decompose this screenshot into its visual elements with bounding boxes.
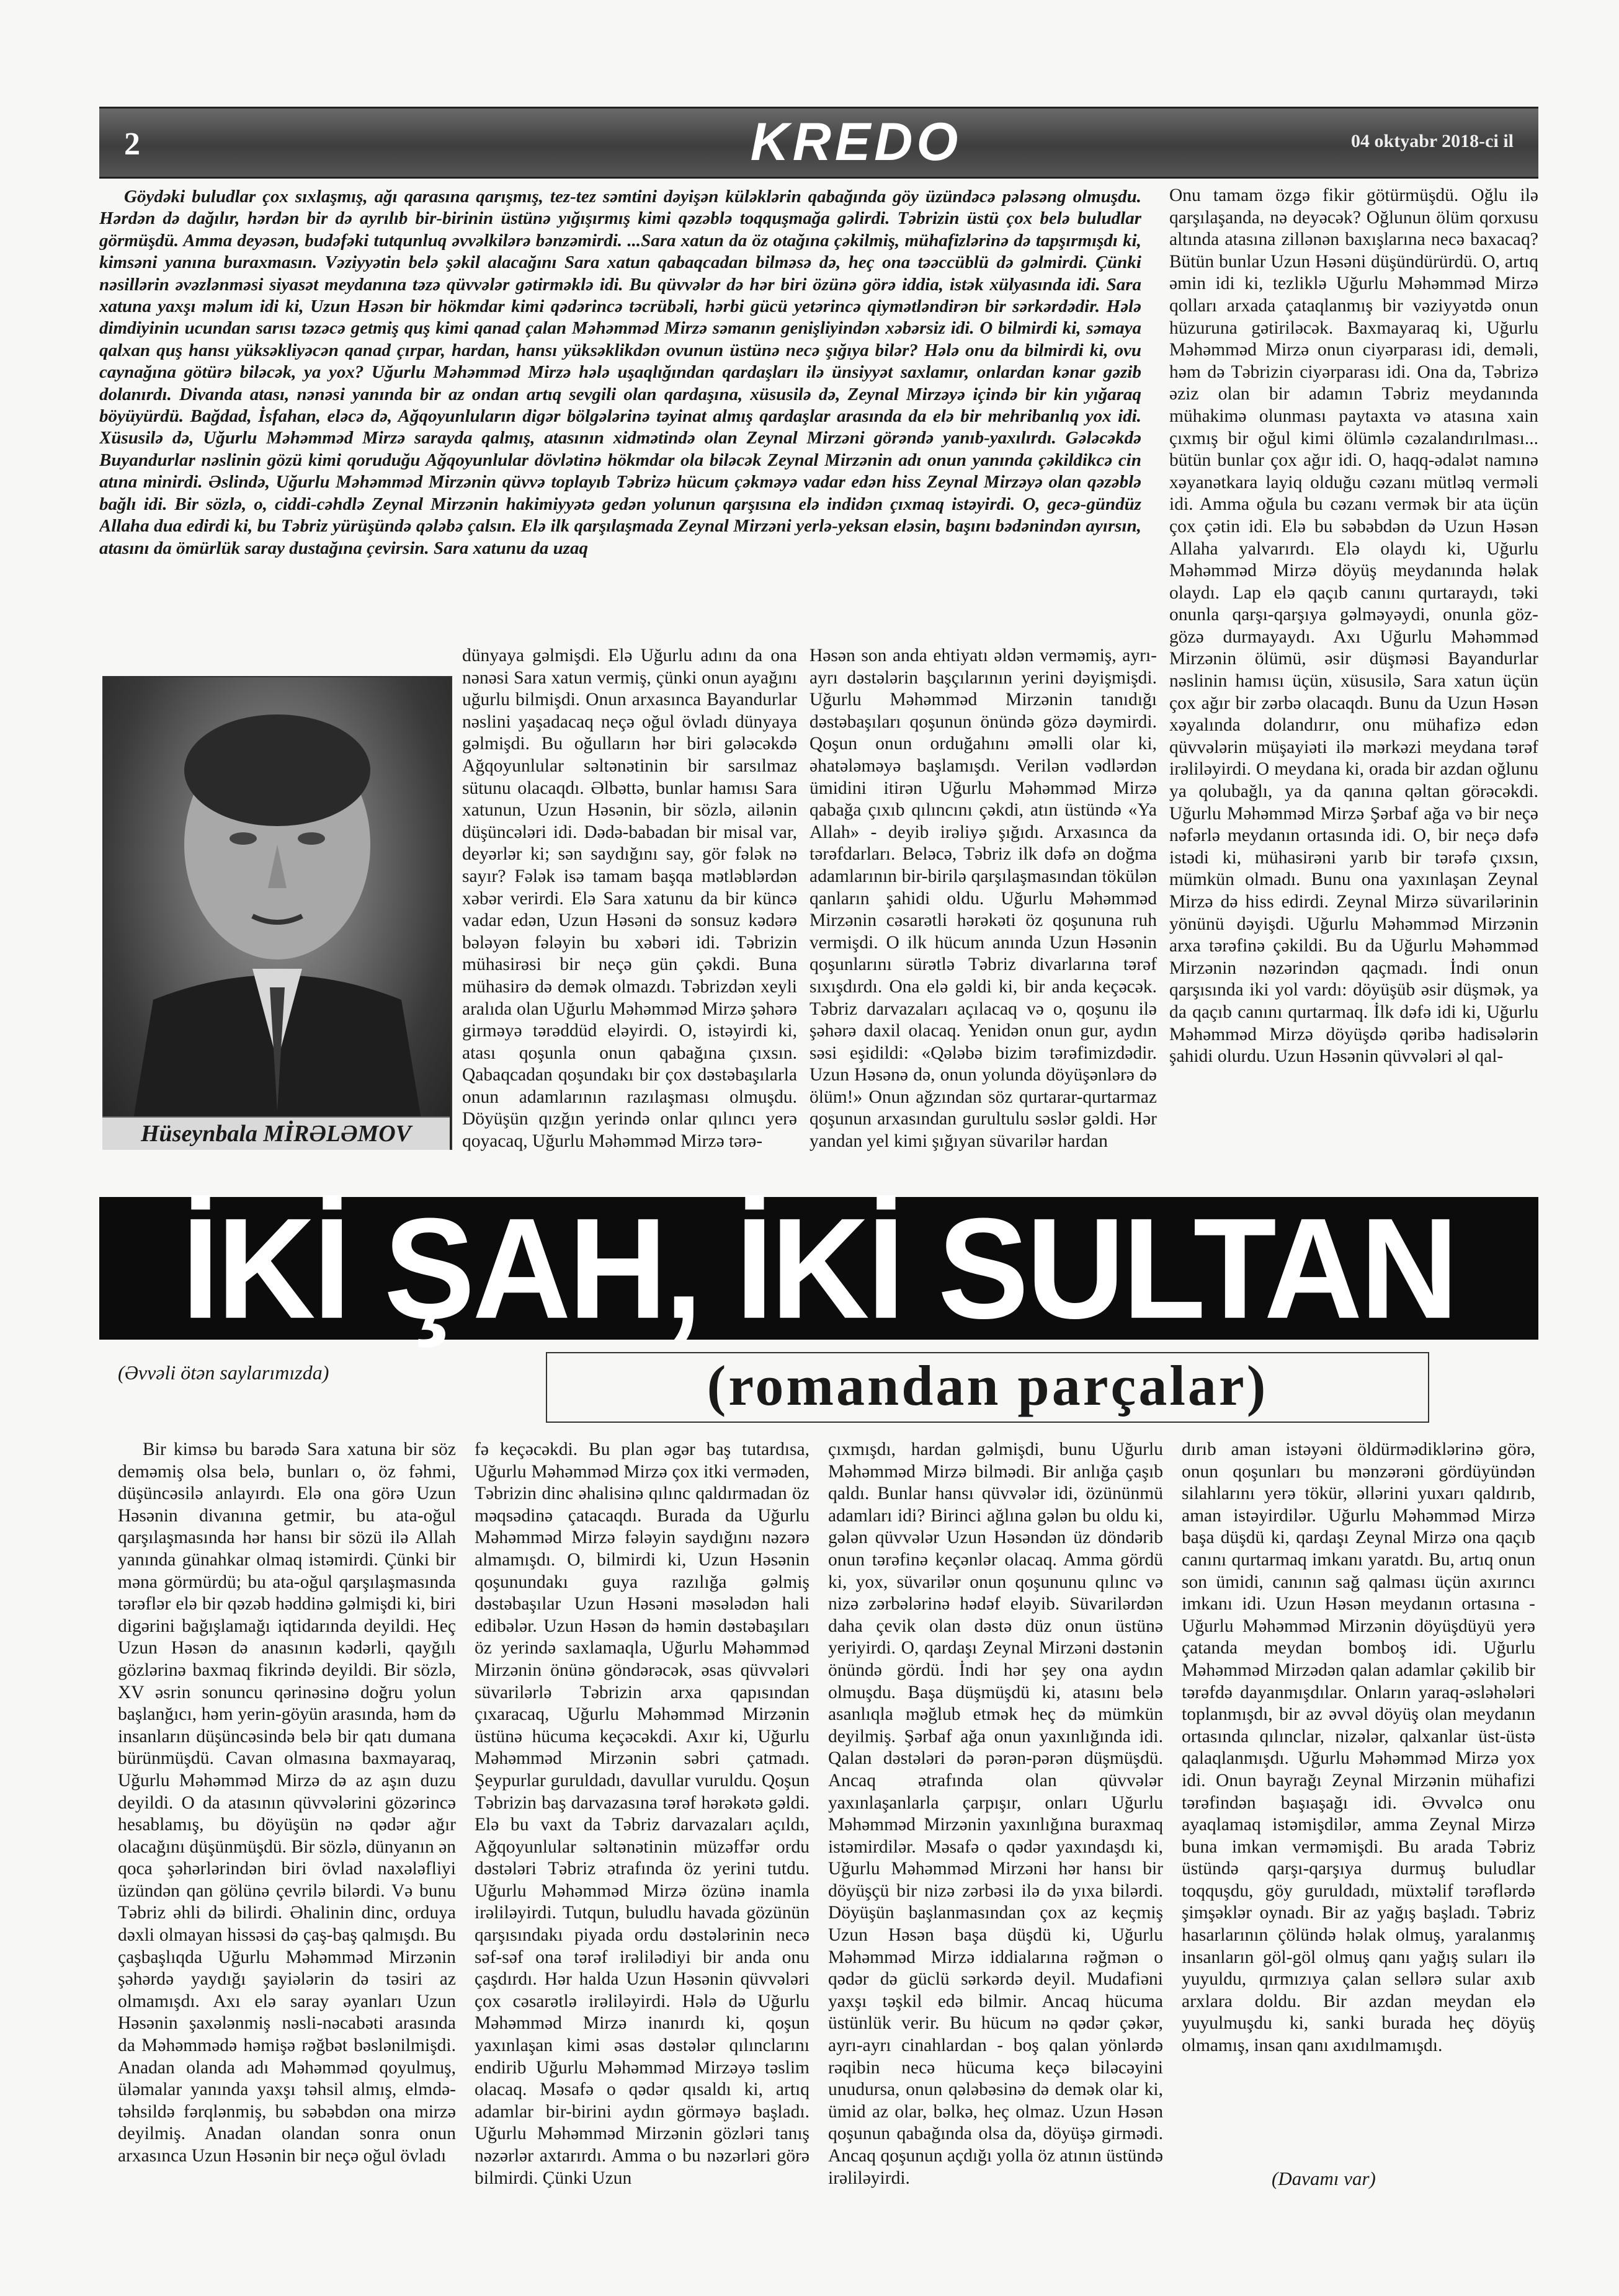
headline-bar — [99, 1188, 1538, 1349]
upper-column-2-paragraph: Həsən son anda ehtiyatı əldən verməmiş, ayrı-ayrı dəstələrin başçılarının yerini dəyişmişdi. Uğurlu Məhəmməd Mirzənin tanıdığı dəstəbaşıları qoşunun önündə gözə dəymirdi. Qoşun onun orduğahını əməlli olar ki, əhatələməyə başlamışdı. Verilən vədlərdən ümidini itirən Uğurlu Məhəmməd Mirzə qabağa çıxıb qılıncını çəkdi, atın üstündə «Ya Allah» - deyib irəliyə şığıdı. Arxasınca da tərəfdarları. Beləcə, Təbriz ilk dəfə ən doğma adamlarının bir-birilə qarşılaşmasından tökülən qanların şahidi oldu. Uğurlu Məhəmməd Mirzənin cəsarətli hərəkəti öz qoşununa ruh vermişdi. O ilk hücum anında Uzun Həsənin qoşunlarını sürətlə Təbriz divarlarına tərəf sıxışdırdı. Ona elə gəldi ki, bir anda keçəcək. Təbriz darvazaları açılacaq və o, qoşunu ilə şəhərə daxil olacaq. Yenidən onun gur, aydın səsi eşidildi: «Qələbə bizim tərəfimizdədir. Uzun Həsənə də, onun yolunda döyüşənlərə də ölüm!» Onun ağzından söz qurtarar-qurtarmaz qoşunun arxasından gurultulu səslər gəldi. Hər yandan yel kimi şığıyan süvarilər hardan — [810, 646, 1157, 1152]
author-photo — [102, 676, 452, 1150]
upper-column-1-paragraph: dünyaya gəlmişdi. Elə Uğurlu adını da ona nənəsi Sara xatun vermiş, çünki onun ayağını uğurlu bilmişdi. Onun arxasınca Bayandurlar nəslini yaşadacaq neçə oğul övladı dünyaya gəlmişdi. Bu oğulların hər biri gələcəkdə Ağqoyunlular səltənətinin bir sarsılmaz sütunu olacaqdı. Əlbəttə, bunlar hamısı Sara xatunun, Uzun Həsənin, bir sözlə, ailənin düşüncələri idi. Dədə-babadan bir misal var, deyərlər ki; sən saydığını say, gör fələk nə sayır? Fələk isə tamam başqa mətləblərdən xəbər verirdi. Elə Sara xatunu da bir küncə vadar edən, Uzun Həsəni də sonsuz kədərə bələyən fələyin bu xəbəri idi. Təbrizin mühasirəsi bir neçə gün çəkdi. Buna mühasirə də demək olmazdı. Təbrizdən xeyli aralıda olan Uğurlu Məhəmməd Mirzə şəhərə girməyə tərəddüd eləyirdi. O, istəyirdi ki, atası qoşunla onun qabağına çıxsın. Qabaqcadan qoşundakı bir çox dəstəbaşılarla onun adamlarının razılaşması olmuşdu. Döyüşün qızğın yerində onlar qılıncı yerə qoyacaq, Uğurlu Məhəmməd Mirzə tərə- — [462, 646, 797, 1152]
author-name: Hüseynbala MİRƏLƏMOV — [102, 1116, 450, 1150]
upper-column-2 — [810, 645, 1157, 1166]
headline: İKİ ŞAH, İKİ SULTAN — [181, 1188, 1456, 1349]
subtitle: (romandan parçalar) — [546, 1352, 1429, 1423]
bottom-column-4-paragraph: dırıb aman istəyəni öldürmədiklərinə görə, onun qoşunları bu mənzərəni gördüyündən silahlarını yerə tökür, əllərini yuxarı qaldırıb, aman istəyirdilər. Uğurlu Məhəmməd Mirzə başa düşdü ki, qardaşı Zeynal Mirzə ona qaçıb canını qurtarmaq imkanı yaratdı. Bu, artıq onun son ümidi, canının sağ qalması üçün axırıncı imkanı idi. Uzun Həsən meydanın ortasına - Uğurlu Məhəmməd Mirzənin döyüşdüyü yerə çatanda meydan bomboş idi. Uğurlu Məhəmməd Mirzədən qalan adamlar çəkilib bir tərəfdə dayanmışdılar. Onların yaraq-əsləhələri toplanmışdı, bir az əvvəl döyüş olan meydanın ortasında qılınclar, nizələr, qalxanlar üst-üstə qalaqlanmışdı. Uğurlu Məhəmməd Mirzə yox idi. Onun bayrağı Zeynal Mirzənin mühafizi tərəfindən başıaşağı idi. Əvvəlcə onu ayaqlamaq istəmişdilər, amma Zeynal Mirzə buna imkan verməmişdi. Bu arada Təbriz üstündə qarşı-qarşıya durmuş buludlar toqquşdu, göy guruldadı, müxtəlif tərəflərdə şimşəklər oynadı. Bir az yağış başladı. Təbriz hasarlarının çölündə həlak olmuş, yaralanmış insanların göl-göl olmuş qanı yağış suları ilə yuyuldu, qırmızıya çalan sellərə sular axıb arxlara doldu. Bir azdan meydan elə yuyulmuşdu ki, sanki burada heç döyüş olmamış, insan qanı axıdılmamışdı. — [1182, 1439, 1535, 2056]
bottom-column-1-paragraph: Bir kimsə bu barədə Sara xatuna bir söz deməmiş olsa belə, bunları o, öz fəhmi, düşüncəsilə anlayırdı. Elə ona görə Uzun Həsənin divanına getmir, bu ata-oğul qarşılaşmasında hər hansı bir sözü ilə Allah yanında günahkar olmaq istəmirdi. Çünki bir məna görmürdü; bu ata-oğul qarşılaşmasında tərəflər elə bir qəzəb həddinə gəlmişdi ki, biri digərini bağışlamağı iqtidarında deyildi. Heç Uzun Həsən də anasının kədərli, qayğılı gözlərinə baxmaq fikrində deyildi. Bir sözlə, XV əsrin sonuncu qərinəsinə doğru yolun başlanğıcı, həm yerin-göyün arasında, həm də insanların düşüncəsində belə bir qatı dumana bürünmüşdü. Cavan olmasına baxmayaraq, Uğurlu Məhəmməd Mirzə də az aşın duzu deyildi. O da atasının qüvvələrini gözərincə hesablamış, bu döyüşün nə qədər ağır olacağını düşünmüşdü. Bir sözlə, dünyanın ən qoca şəhərlərindən biri övlad naxələfliyi üzündən qan gölünə çevrilə bilərdi. Və bunu Təbriz əhli də bilirdi. Əhalinin dinc, orduya dəxli olmayan hissəsi də çaş-baş qalmışdı. Bu çaşbaşlıqda Uğurlu Məhəmməd Mirzənin şəhərdə yaydığı şayiələrin də təsiri az olmamışdı. Axı elə saray əyanları Uzun Həsənin şaxələnmiş nəsli-nəcabəti arasında da Məhəmmədə həmişə rəğbət bəslənilmişdi. Anadan olanda adı Məhəmməd qoyulmuş, üləmalar yanında yaxşı təhsil almış, elmdə-təhsildə fərqlənmiş, bu səbəbdən ona mirzə deyilmiş. Anadan olandan sonra onun arxasınca Uzun Həsənin bir neçə oğul övladı — [118, 1439, 456, 2166]
masthead-logo: KREDO — [750, 112, 962, 172]
bottom-column-3-paragraph: çıxmışdı, hardan gəlmişdi, bunu Uğurlu Məhəmməd Mirzə bilmədi. Bir anlığa çaşıb qaldı. Bunlar hansı qüvvələr idi, özününmü adamları idi? Birinci ağlına gələn bu oldu ki, gələn qüvvələr Uzun Həsəndən üz döndərib onun tərəfinə keçənlər olacaq. Amma gördü ki, yox, süvarilər onun qoşununu qılınc və nizə zərbələrinə hədəf eləyib. Süvarilərdən daha çevik olan dəstə düz onun üstünə yeriyirdi. O, qardaşı Zeynal Mirzəni dəstənin önündə gördü. İndi hər şey ona aydın olmuşdu. Başa düşmüşdü ki, atasını belə asanlıqla məğlub etmək heç də mümkün deyilmiş. Şərbaf ağa onun yaxınlığında idi. Qalan dəstələri də pərən-pərən düşmüşdü. Ancaq ətrafında olan qüvvələr yaxınlaşanlarla çarpışır, onları Uğurlu Məhəmməd Mirzənin yaxınlığına buraxmaq istəmirdilər. Məsafə o qədər yaxındaşdı ki, Uğurlu Məhəmməd Mirzəni hər hansı bir döyüşçü bir nizə zərbəsi ilə də yıxa bilərdi. Döyüşün başlanmasından çox az keçmiş Uzun Həsən başa düşdü ki, Uğurlu Məhəmməd Mirzə iddialarına rəğmən o qədər də güclü sərkərdə deyil. Mudafiəni yaxşı təşkil edə bilmir. Ancaq hücuma üstünlük verir. Bu hücum nə qədər çəkər, ayrı-ayrı cinahlardan - boş qalan yönlərdə rəqibin necə hücuma keçə biləcəyini unudursa, onun qələbəsinə də demək olar ki, ümid az olar, bəlkə, heç olmaz. Uzun Həsən qoşunun qabağında olsa da, döyüşə girmədi. Ancaq qoşunun açdığı yolla öz atının üstündə irəliləyirdi. — [828, 1439, 1163, 2188]
bottom-column-1 — [118, 1439, 456, 2208]
right-sidebar-paragraph: Onu tamam özgə fikir götürmüşdü. Oğlu ilə qarşılaşanda, nə deyəcək? Oğlunun ölüm qorxusu altında atasına zillənən baxışlarına necə baxacaq? Bütün bunlar Uzun Həsəni düşündürürdü. O, artıq əmin idi ki, tezliklə Uğurlu Məhəmməd Mirzə qolları arxada çataqlanmış bir vəziyyətdə onun hüzuruna gətiriləcək. Baxmayaraq ki, Uğurlu Məhəmməd Mirzə onun ciyərparası idi, deməli, həm də Təbrizin ciyərparası idi. Ona da, Təbrizə əziz olan bir adamın Təbriz meydanında mühakimə olunması paytaxta və atasına xain çıxmış bir oğul kimi ölümlə cəzalandırılması... bütün bunlar çox ağır idi. O, haqq-ədalət namınə xəyanətkara layiq olduğu cəzanı mütləq verməli idi. Amma oğula bu cəzanı vermək bir ata üçün çox çətin idi. Elə bu səbəbdən də Uzun Həsən Allaha yalvarırdı. Elə olaydı ki, Uğurlu Məhəmməd Mirzə döyüş meydanında həlak olaydı. Lap elə qaçıb canını qurtaraydı, təki onunla qarşı-qarşıya gəlməyəydi, onunla göz-gözə durmayaydı. Axı Uğurlu Məhəmməd Mirzənin ölümü, əsir düşməsi Bayandurlar nəslinin hamısı üçün, xüsusilə, Sara xatun üçün çox ağır bir zərbə olacaqdı. Bunu da Uzun Həsən xəyalında dolandırır, onu mühafizə edən qüvvələrin müşayiəti ilə mərkəzi meydana tərəf irəliləyirdi. O meydana ki, orada bir azdan oğlunu ya qolubağlı, ya da qanına qəltan görəcəkdi. Uğurlu Məhəmməd Mirzə Şərbaf ağa və bir neçə nəfərlə meydanın ortasında idi. O, bir neçə dəfə istədi ki, mühasirəni yarıb bir tərəfə çıxsın, mümkün olmadı. Bunu ona yaxınlaşan Zeynal Mirzə də hiss edirdi. Zeynal Mirzə süvarilərinin yönünü dəyişdi. Uğurlu Məhəmməd Mirzənin arxa tərəfinə çəkildi. Bu da Uğurlu Məhəmməd Mirzənin nəzərindən qaçmadı. İndi onun qarşısında iki yol vardı: döyüşüb əsir düşmək, ya da qaçıb canını qurtarmaq. İlk dəfə idi ki, Uğurlu Məhəmməd Mirzə döyüşdə qəribə hadisələrin şahidi olurdu. Uzun Həsənin qüvvələri əl qal- — [1169, 185, 1538, 1067]
intro-paragraph: Göydəki buludlar çox sıxlaşmış, ağı qarasına qarışmış, tez-tez səmtini dəyişən küləklərin qabağında göy üzündəcə pələsəng olmuşdu. Hərdən də dağılır, hərdən bir də ayrılıb bir-birinin üstünə yığışırmış kimi qəzəblə toqquşmağa gəlirdi. Təbrizin üstü çox belə buludlar görmüşdü. Amma deyəsən, budəfəki tutqunluq əvvəlkilərə bənzəmirdi. ...Sara xatun da öz otağına çəkilmiş, mühafizlərinə də tapşırmışdı ki, kimsəni yanına buraxmasın. Vəziyyətin belə şəkil alacağını Sara xatun qabaqcadan bilməsə də, heç ona təəccüblü də gəlmirdi. Çünki nəsillərin əvəzlənməsi siyasət meydanına təzə qüvvələr gətirməklə idi. Bu qüvvələr də hər biri özünə görə iddia, istək xülyasında idi. Sara xatuna yaxşı məlum idi ki, Uzun Həsən bir hökmdar kimi qədərincə təcrübəli, hərbi gücü yetərincə qiymətləndirən bir sərkərdədir. Hələ dimdiyinin ucundan sarısı təzəcə getmiş quş kimi qanad çalan Məhəmməd Mirzə səmanın genişliyindən xəbərsiz idi. O bilmirdi ki, səmaya qalxan quş hansı yüksəkliyəcən qanad çırpar, hardan, hansı yüksəklikdən ovunun üstünə necə şığıya bilər? Hələ onu da bilmirdi ki, ovu caynağına götürə biləcək, ya yox? Uğurlu Məhəmməd Mirzə hələ uşaqlığından qardaşları ilə ünsiyyət saxlamır, onlardan kənar gəzib dolanırdı. Divanda atası, nənəsi yanında bir az ondan artıq sevgili olan qardaşına, xüsusilə də, Zeynal Mirzəyə içində bir kin yığaraq böyüyürdü. Bağdad, İsfahan, eləcə də, Ağqoyunluların digər bölgələrinə təyinat almış qardaşlar arasında da elə bir mehribanlıq yox idi. Xüsusilə də, Uğurlu Məhəmməd Mirzə sarayda qalmış, atasının xidmətində olan Zeynal Mirzəni görəndə yanıb-yaxılırdı. Gələcəkdə Buyandurlar nəslinin gözü kimi qoruduğu Ağqoyunlular dövlətinə hökmdar ola biləcək Zeynal Mirzənin adı onun yanında çəkildikcə cin atına minirdi. Əslində, Uğurlu Məhəmməd Mirzənin qüvvə toplayıb Təbrizə hücum çəkməyə vadar edən hiss Zeynal Mirzəyə olan qəzəblə bağlı idi. Bir sözlə, o, ciddi-cəhdlə Zeynal Mirzənin hakimiyyətə gedən yolunun qarşısına elə indidən çıxmaq istəyirdi. O, gecə-gündüz Allaha dua edirdi ki, bu Təbriz yürüşündə qələbə çalsın. Elə ilk qarşılaşmada Zeynal Mirzəni yerlə-yeksan eləsin, başını bədənindən ayırsın, atasını da ömürlük saray dustağına çevirsin. Sara xatunu da uzaq — [99, 187, 1141, 558]
header-bar — [99, 107, 1538, 179]
bottom-column-4 — [1182, 1439, 1535, 2146]
intro-text — [99, 186, 1141, 633]
issue-date: 04 oktyabr 2018-ci il — [1351, 131, 1514, 151]
page-number: 2 — [124, 127, 140, 162]
bottom-column-2-paragraph: fə keçəcəkdi. Bu plan əgər baş tutardısa, Uğurlu Məhəmməd Mirzə çox itki verməden, Təbrizin dinc əhalisinə qılınc qaldırmadan öz məqsədinə çatacaqdı. Burada da Uğurlu Məhəmməd Mirzə fələyin saydığını nəzərə almamışdı. O, bilmirdi ki, Uzun Həsənin qoşunundakı guya razılığa gəlmiş dəstəbaşılar Uzun Həsəni məsələdən hali edibələr. Uzun Həsən də həmin dəstəbaşıları öz yerində saxlamaqla, Uğurlu Məhəmməd Mirzənin önünə göndərəcək, əsas qüvvələri süvarilərlə Təbrizin arxa qapısından çıxaracaq, Uğurlu Məhəmməd Mirzənin üstünə hücuma keçəcəkdi. Axır ki, Uğurlu Məhəmməd Mirzənin səbri çatmadı. Şeypurlar guruldadı, davullar vuruldu. Qoşun Təbrizin baş darvazasına tərəf hərəkətə gəldi. Elə bu vaxt da Təbriz darvazaları açıldı, Ağqoyunlular səltənətinin müzəffər ordu dəstələri Təbriz ətrafında öz yerini tutdu. Uğurlu Məhəmməd Mirzə özünə inamla irəliləyirdi. Tutqun, buludlu havada gözünün qarşısındakı piyada ordu dəstələrinin necə səf-səf ona tərəf irəlilədiyi bir anda onu çaşdırdı. Hər halda Uzun Həsənin qüvvələri çox cəsarətlə irəliləyirdi. Hələ də Uğurlu Məhəmməd Mirzə inanırdı ki, qoşun yaxınlaşan kimi əsas dəstələr qılınclarını endirib Uğurlu Məhəmməd Mirzəyə təslim olacaq. Məsafə o qədər qısaldı ki, artıq adamlar bir-birini aydın görməyə başladı. Uğurlu Məhəmməd Mirzənin gözləri tanış nəzərlər axtarırdı. Amma o bu nəzərləri görə bilmirdi. Çünki Uzun — [475, 1439, 810, 2188]
bottom-column-2 — [475, 1439, 810, 2208]
bottom-column-3 — [828, 1439, 1163, 2208]
right-sidebar-column — [1169, 185, 1538, 1165]
portrait-illustration — [104, 677, 451, 1149]
continued-note: (Davamı var) — [1272, 2168, 1376, 2189]
series-note: (Əvvəli ötən saylarımızda) — [118, 1361, 329, 1384]
upper-column-1 — [462, 645, 797, 1166]
